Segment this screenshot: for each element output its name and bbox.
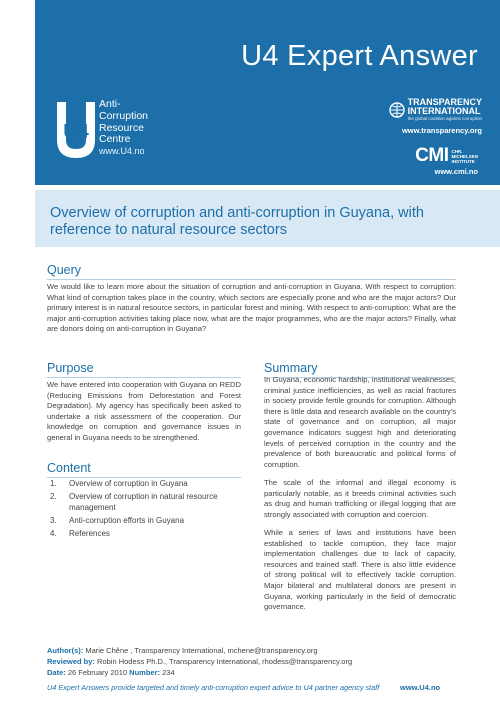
content-item-label: Overview of corruption in natural resource management <box>69 491 218 512</box>
document-title: Overview of corruption and anti-corruption in Guyana, with reference to natural resource sectors <box>50 205 424 238</box>
date-value: 26 February 2010 <box>67 668 128 677</box>
purpose-divider <box>47 377 241 378</box>
content-list <box>50 479 240 542</box>
content-item-label: Anti-corruption efforts in Guyana <box>69 515 185 525</box>
number-label: Number: <box>129 668 161 677</box>
query-text: We would like to learn more about the situation of corruption and anti-corruption in Guyana. With respect to corruption: What kind of corruption takes place in the country, which sectors are especially prone and who are the major actors? Our primary interest is in natural resource sectors, in particular forest and mining. With respect to anti-corruption: What are the major anti-corruption activities taking place now, what are the major programmes, who are the major actors? Finally, what are donors doing on anti-corruption in Guyana? <box>47 282 456 334</box>
author-label: Author(s): <box>47 646 84 655</box>
number-value: 234 <box>162 668 175 677</box>
cmi-logo <box>415 145 478 167</box>
page-header-title: U4 Expert Answer <box>241 40 478 72</box>
content-heading: Content <box>47 461 91 475</box>
reviewer-label: Reviewed by: <box>47 657 95 666</box>
content-item-number: 1. <box>50 479 57 488</box>
content-item-label: References <box>69 528 110 538</box>
u4-name-line: Anti- <box>99 98 121 110</box>
cmi-sub-line: INSTITUTE <box>451 158 475 164</box>
u4-logo-glyph: U4 <box>63 121 89 143</box>
u4-name-line: Resource <box>99 121 144 134</box>
cmi-sub-line: MICHELSEN <box>451 153 478 159</box>
footer-tagline: U4 Expert Answers provide targeted and timely anti-corruption expert advice to U4 partner agency staff <box>47 683 380 692</box>
content-list-item <box>50 516 240 527</box>
query-heading: Query <box>47 263 82 277</box>
summary-paragraph: While a series of laws and institutions have been established to tackle corruption, they face major implementation challenges due to lack of capacity, resources and trained staff. There is also little evidence of strong political will to effectively tackle corruption. Major bilateral and multilateral donors are present in Guyana, working particularly in the field of democratic governance. <box>264 528 456 612</box>
content-list-item <box>50 479 240 490</box>
content-item-number: 2. <box>50 491 57 501</box>
date-line <box>47 668 175 677</box>
content-item-label: Overview of corruption in Guyana <box>69 479 188 488</box>
ti-name-line2: INTERNATIONAL <box>407 106 481 116</box>
cmi-sub-line: CHR. <box>451 148 463 154</box>
date-label: Date: <box>47 668 66 677</box>
cmi-url-link[interactable]: www.cmi.no <box>434 167 478 176</box>
reviewer-line <box>47 657 352 666</box>
u4-name-line: Centre <box>99 133 131 146</box>
ti-name-line1: TRANSPARENCY <box>407 97 482 107</box>
cmi-mark: CMI <box>415 145 449 166</box>
content-divider <box>47 477 241 478</box>
u4-name-line: Corruption <box>99 109 149 122</box>
summary-heading: Summary <box>264 361 318 375</box>
author-value: Marie Chêne , Transparency International, mchene@transparency.org <box>85 646 318 655</box>
content-list-item <box>50 529 240 540</box>
reviewer-value: Robin Hodess Ph.D., Transparency International, rhodess@transparency.org <box>97 657 353 666</box>
content-item-number: 4. <box>50 528 57 538</box>
query-divider <box>47 279 456 280</box>
author-line <box>47 646 318 655</box>
u4-url: www.U4.no <box>99 146 145 157</box>
purpose-text: We have entered into cooperation with Guyana on REDD (Reducing Emissions from Deforestation and Forest Degradation). My agency has specifically been asked to undertake a risk assessment of the cooperation. Our knowledge on corruption and governance issues in general in Guyana needs to be strengthened. <box>47 380 241 442</box>
content-item-number: 3. <box>50 515 57 525</box>
ti-url-link[interactable]: www.transparency.org <box>401 126 482 135</box>
ti-logo-block <box>389 98 482 135</box>
content-list-item <box>50 492 240 514</box>
ti-globe-icon <box>389 102 405 118</box>
footer-url-link[interactable]: www.U4.no <box>400 683 441 692</box>
purpose-heading: Purpose <box>47 361 94 375</box>
ti-tagline: the global coalition against corruption <box>407 116 482 121</box>
summary-paragraph: The scale of the informal and illegal economy is particularly notable, as it breeds criminal activities such as drug and human trafficking or illegal logging that are strongly associated with corruption and coercion. <box>264 478 456 519</box>
summary-paragraph: In Guyana, economic hardship, institutional weaknesses, criminal justice inefficiencies, as well as racial fractures in society provide fertile grounds for corruption. Although there is little data and research available on the country's state of governance and on corruption, all major governance indicators suggest high and deteriorating levels of perceived corruption in the country and the prevalence of both bureaucratic and political forms of corruption. <box>264 375 456 469</box>
u4-logo <box>55 100 97 160</box>
u4-centre-name <box>99 99 148 158</box>
